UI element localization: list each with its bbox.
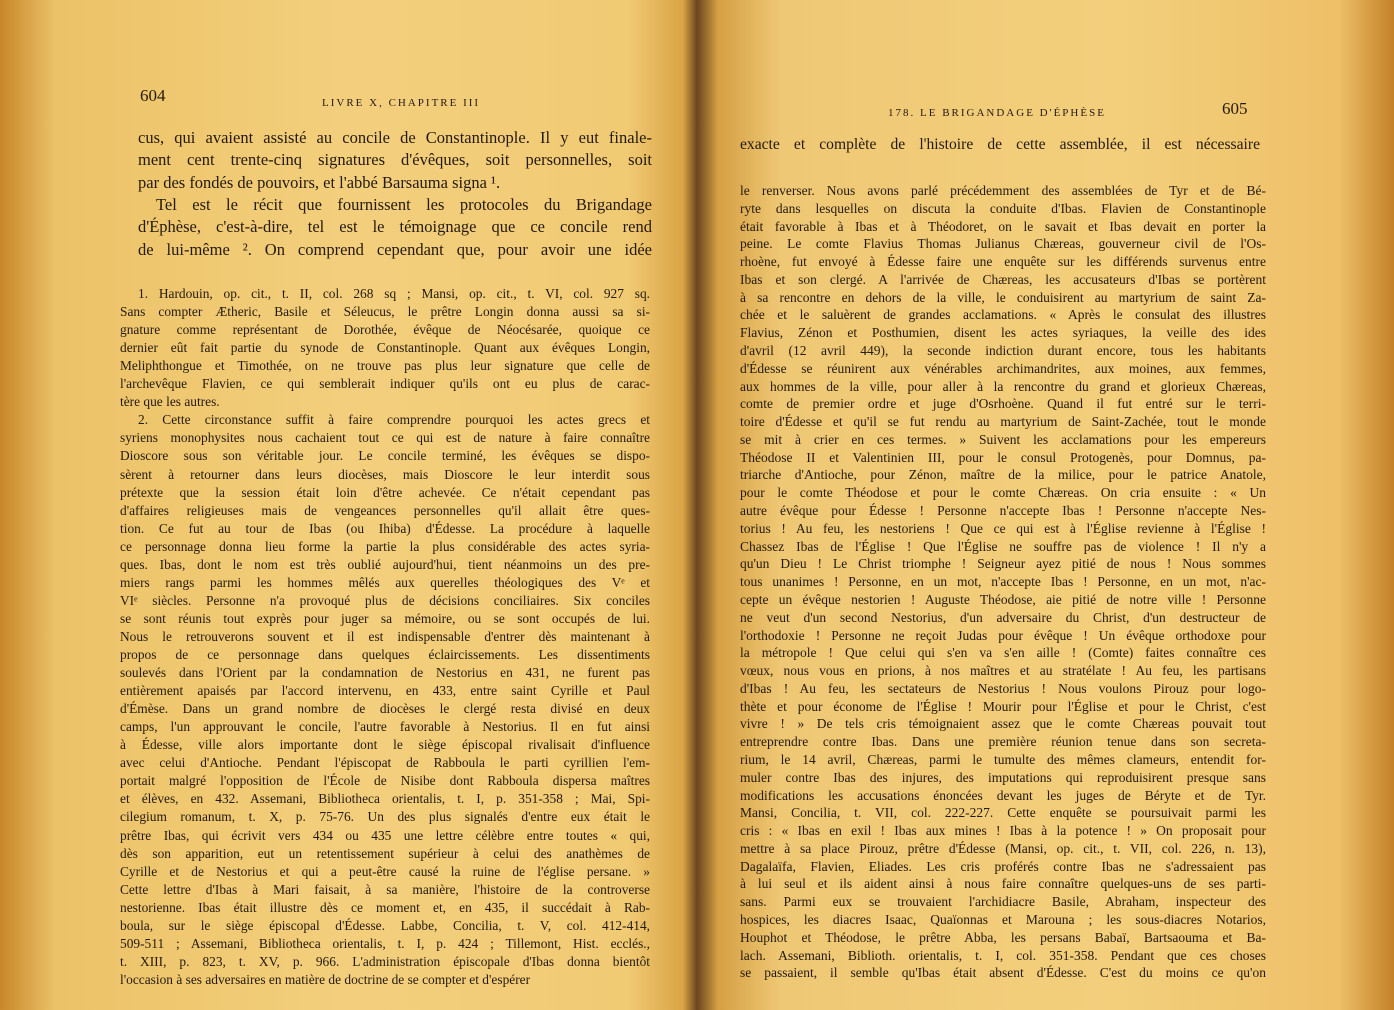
footnote-line: prétexte que la session était loin d'être achevée. Ce n'était cependant pas <box>120 484 650 500</box>
footnote-line: pour le comte Théodose et pour le comte Chæreas. On cria ensuite : « Un <box>740 485 1266 501</box>
footnote-line: la métropole ! Que celui qui s'en va s'en aille ! (Comte) faites connaître ces <box>740 645 1266 661</box>
footnote-line: rhoène, fut envoyé à Édesse faire une enquête sur les différends survenus entre <box>740 254 1266 270</box>
footnote-line: Meliphthongue et Timothée, on ne trouve pas plus leur signature que celle de <box>120 358 650 374</box>
running-head: LIVRE X, CHAPITRE III <box>322 97 481 109</box>
footnote-line: triarche d'Antioche, pour Zénon, maître de la milice, pour le patrice Anatole, <box>740 467 1266 483</box>
right-page <box>704 0 1394 1010</box>
footnote-line: se sont réunis tout exprès pour juger sa mémoire, ou se sont occupés de lui. <box>120 610 650 626</box>
text-line: cus, qui avaient assisté au concile de Constantinople. Il y eut finale- <box>138 128 652 147</box>
footnote-line: sèrent à retourner dans leurs diocèses, mais Dioscore le leur interdit sous <box>120 466 650 482</box>
footnote-line: se mit à crier en ces termes. » Suivent les acclamations pour les empereurs <box>740 431 1266 447</box>
page-number: 604 <box>140 86 166 105</box>
running-head: 178. LE BRIGANDAGE D'ÉPHÈSE <box>888 107 1106 119</box>
footnote-line: Nous le retrouverons souvent et il est indispensable d'entrer dès maintenant à <box>120 628 650 644</box>
footnote-line: prêtre Ibas, qui écrivit vers 434 ou 435 une lettre célèbre entre toutes « qui, <box>120 827 650 843</box>
footnote-line: était favorable à Ibas et à Théodoret, on le savait et Ibas devait en porter la <box>740 218 1266 234</box>
footnote-line: d'affaires religieuses mais de vengeances personnelles qu'il allait être ques- <box>120 502 650 518</box>
text-line: Tel est le récit que fournissent les protocoles du Brigandage <box>156 194 652 214</box>
footnote-line: ce personnage donna lieu forme la partie la plus considérable des actes syria- <box>120 538 650 554</box>
footnote-line: Sans compter Ætheric, Basile et Séleucus, le prêtre Longin donna aussi sa si- <box>120 304 650 320</box>
footnote-line: se passaient, il semble qu'Ibas était absent d'Édesse. C'est du moins ce qu'on <box>740 965 1266 981</box>
footnote-line: l'orthodoxie ! Personne ne reçoit Judas pour évêque ! Un évêque orthodoxe pour <box>740 627 1266 643</box>
footnote-line: qu'un Dieu ! Le Christ triomphe ! Seigneur ayez pitié de nous ! Nous sommes <box>740 556 1266 572</box>
footnote-line: rium, le 14 avril, Chæreas, parmi le tumulte des mêmes clameurs, entendit for- <box>740 751 1266 767</box>
footnote-line: l'occasion à ses adversaires en matière de doctrine de se compter et d'espérer <box>120 971 531 987</box>
footnote-line: hospices, les diacres Isaac, Quaïonnas et Marouna ; les sous-diacres Notarios, <box>740 911 1266 927</box>
footnote-line: Houphot et Théodose, le prêtre Abba, les persans Babaï, Bartsaouma et Ba- <box>740 929 1266 945</box>
footnote-line: torius ! Au feu, les nestoriens ! Que ce qui est à l'Église revienne à l'Église ! <box>740 520 1266 536</box>
footnote-line: Flavius, Zénon et Posthumien, disent les actes syriaques, la veille des ides <box>740 325 1266 341</box>
footnote-line: le renverser. Nous avons parlé précédemment des assemblées de Tyr et de Bé- <box>740 183 1266 198</box>
footnote-line: thète et pour économe de l'Église ! Mourir pour l'Église et pour le Christ, c'est <box>740 698 1266 714</box>
footnote-line: autre évêque pour Édesse ! Personne n'accepte Ibas ! Personne n'accepte Nes- <box>740 503 1266 519</box>
footnote-line: toire d'Édesse et qu'il se fut rendu au martyrium de Saint-Zachée, tout le monde <box>740 414 1266 430</box>
footnote-line: portait malgré l'opposition de l'École de Nisibe dont Rabboula dispersa maîtres <box>120 773 650 789</box>
footnote-line: 1. Hardouin, op. cit., t. II, col. 268 sq ; Mansi, op. cit., t. VI, col. 927 sq. <box>138 286 650 301</box>
footnote-line: cepte un évêque nestorien ! Auguste Théodose, aie pitié de notre ville ! Personne <box>740 591 1266 607</box>
footnote-line: Dagalaïfa, Flavien, Eliades. Les cris proférés contre Ibas ne s'adressaient pas <box>740 858 1266 874</box>
footnote-line: sans. Parmi eux se trouvaient l'archidiacre Basile, Abraham, inspecteur des <box>740 894 1266 910</box>
footnote-line: ryte dans lesquelles on discuta la conduite d'Ibas. Flavien de Constantinople <box>740 200 1266 216</box>
footnote-line: modifications les accusations énoncées devant les juges de Béryte et de Tyr. <box>740 787 1266 803</box>
footnote-line: d'avril (12 avril 449), la seconde indiction durant encore, tous les habitants <box>740 343 1266 359</box>
footnote-line: Chassez Ibas de l'Église ! Que l'Église ne souffre pas de violence ! Il n'y a <box>740 538 1266 554</box>
footnote-line: vivre ! » De tels cris témoignaient assez que le comte Chæreas pouvait tout <box>740 716 1266 732</box>
footnote-line: syriens monophysites nous cachaient tout ce qui est de nature à faire connaître <box>120 430 650 446</box>
footnote-line: d'Ibas ! Au feu, les sectateurs de Nestorius ! Nous voulons Pirouz pour logo- <box>740 680 1266 696</box>
footnote-line: mettre à sa place Pirouz, prêtre d'Édesse (Mansi, op. cit., t. VII, col. 226, n. 13), <box>740 840 1266 856</box>
footnote-line: Dioscore sous son véritable jour. Le concile terminé, les évêques se dispo- <box>120 448 650 464</box>
footnote-line: ne veut d'un second Nestorius, d'un adversaire du Christ, d'un destructeur de <box>740 609 1266 625</box>
text-line: de lui-même ². On comprend cependant que, pour avoir une idée <box>138 239 652 259</box>
footnote-line: muler contre Ibas des injures, des imputations qui reproduisirent presque sans <box>740 769 1266 785</box>
footnote-line: et élèves, en 432. Assemani, Bibliotheca orientalis, t. I, p. 351-358 ; Mai, Spi- <box>120 791 650 807</box>
footnote-line: à lui seul et ils aident ainsi à nous faire connaître quelques-uns de ses parti- <box>740 876 1266 892</box>
footnote-line: Ibas et son clergé. A l'arrivée de Chæreas, les accusateurs d'Ibas se portèrent <box>740 271 1266 287</box>
footnote-line: entreprendre contre Ibas. Dans une première réunion tenue dans son secreta- <box>740 734 1266 750</box>
footnote-line: Cette lettre d'Ibas à Mari faisait, à sa manière, l'histoire de la controverse <box>120 881 650 897</box>
footnote-line: tion. Ce fut au tour de Ibas (ou Ihiba) d'Édesse. La procédure à laquelle <box>120 520 650 536</box>
footnote-line: 509-511 ; Assemani, Bibliotheca orientalis, t. I, p. 424 ; Tillemont, Hist. ecclés., <box>120 935 650 951</box>
footnote-line: VIᵉ siècles. Personne n'a provoqué plus de décisions conciliaires. Six conciles <box>120 592 650 608</box>
footnote-line: cris : « Ibas en exil ! Ibas aux mines ! Ibas à la potence ! » On proposait pour <box>740 823 1266 839</box>
footnote-line: t. XIII, p. 823, t. XV, p. 966. L'administration épiscopale d'Ibas donna bientôt <box>120 953 650 969</box>
text-line: par des fondés de pouvoirs, et l'abbé Barsauma signa ¹. <box>138 172 501 192</box>
footnote-line: dès son apparition, eut un retentissement supérieur à celui des anathèmes de <box>120 845 650 861</box>
footnote-line: tous unanimes ! Personne, en un mot, n'accepte Ibas ! Personne, en un mot, n'ac- <box>740 574 1266 590</box>
footnote-line: tère que les autres. <box>120 394 220 410</box>
footnote-line: à sa rencontre en dehors de la ville, le conduisirent au martyrium de saint Za- <box>740 289 1266 305</box>
text-line: exacte et complète de l'histoire de cette assemblée, il est nécessaire <box>740 136 1260 153</box>
page-number: 605 <box>1222 99 1248 118</box>
footnote-line: camps, l'un approuvant le concile, l'autre favorable à Nestorius. Il en fut ainsi <box>120 719 650 735</box>
footnote-line: chée et le saluèrent de grandes acclamations. « Après le consulat des illustres <box>740 307 1266 323</box>
footnote-line: miers rangs parmi les hommes mêlés aux querelles théologiques des Vᵉ et <box>120 574 650 590</box>
footnote-line: peine. Le comte Flavius Thomas Julianus Chæreas, gouverneur civil de l'Os- <box>740 236 1266 252</box>
footnote-line: gnature comme représentant de Dorothée, évêque de Néocésarée, quoique ce <box>120 322 650 338</box>
footnote-line: l'archevêque Flavien, ce qui semblerait indiquer qu'ils ont eu plus de carac- <box>120 376 650 392</box>
footnote-line: dernier eût fait partie du synode de Constantinople. Quant aux évêques Longin, <box>120 340 650 356</box>
footnote-line: cilegium romanum, t. X, p. 75-76. Un des plus signalés d'entre eux était le <box>120 809 650 825</box>
footnote-line: avec celui d'Antioche. Pendant l'épiscopat de Rabboula le parti cyrillien l'em- <box>120 755 650 771</box>
footnote-line: propos de ce personnage dans quelques éclaircissements. Les dissentiments <box>120 647 650 662</box>
left-page <box>0 0 696 1010</box>
footnote-line: entièrement apaisés par l'accord intervenu, en 433, entre saint Cyrille et Paul <box>120 683 650 699</box>
text-line: ment cent trente-cinq signatures d'évêques, soit personnelles, soit <box>138 150 652 170</box>
footnote-line: Théodose II et Valentinien III, pour le consul Protogenès, pour Domnus, pa- <box>740 449 1266 465</box>
footnote-line: soulevés dans l'Orient par la condamnation de Nestorius en 431, ne furent pas <box>120 665 650 681</box>
footnote-line: boula, sur le siège épiscopal d'Édesse. Labbe, Concilia, t. V, col. 412-414, <box>120 917 650 933</box>
footnote-line: ques. Ibas, dont le nom est très oublié aujourd'hui, tient néanmoins un des pre- <box>120 556 650 572</box>
footnote-line: Mansi, Concilia, t. VII, col. 222-227. Cette enquête se poursuivait parmi les <box>740 805 1266 821</box>
text-line: d'Éphèse, c'est-à-dire, tel est le témoignage que ce concile rend <box>138 217 652 237</box>
footnote-line: comte de premier ordre et juge d'Osrhoène. Quand il fut entré sur le terri- <box>740 396 1266 412</box>
footnote-line: à Édesse, ville alors importante dont le siège épiscopal rivalisait d'influence <box>120 737 650 753</box>
footnote-line: d'Édesse se réunirent aux vénérables archimandrites, aux moines, aux femmes, <box>740 360 1266 376</box>
footnote-line: Cyrille et de Nestorius et qui a peut-être causé la ruine de l'église persane. » <box>120 863 650 879</box>
footnote-line: d'Émèse. Dans un grand nombre de diocèses le clergé resta divisé en deux <box>120 701 650 717</box>
footnote-line: aux hommes de la ville, pour aller à la rencontre du grand et glorieux Chæreas, <box>740 378 1266 394</box>
footnote-line: 2. Cette circonstance suffit à faire comprendre pourquoi les actes grecs et <box>138 412 650 428</box>
footnote-line: nestorienne. Ibas était illustre dès ce moment et, en 435, il succédait à Rab- <box>120 899 650 915</box>
footnote-line: vœux, nous vous en prions, à nos maîtres et au stratélate ! Au feu, les partisans <box>740 663 1266 679</box>
footnote-line: lach. Assemani, Biblioth. orientalis, t. I, col. 351-358. Pendant que ces choses <box>740 947 1266 963</box>
